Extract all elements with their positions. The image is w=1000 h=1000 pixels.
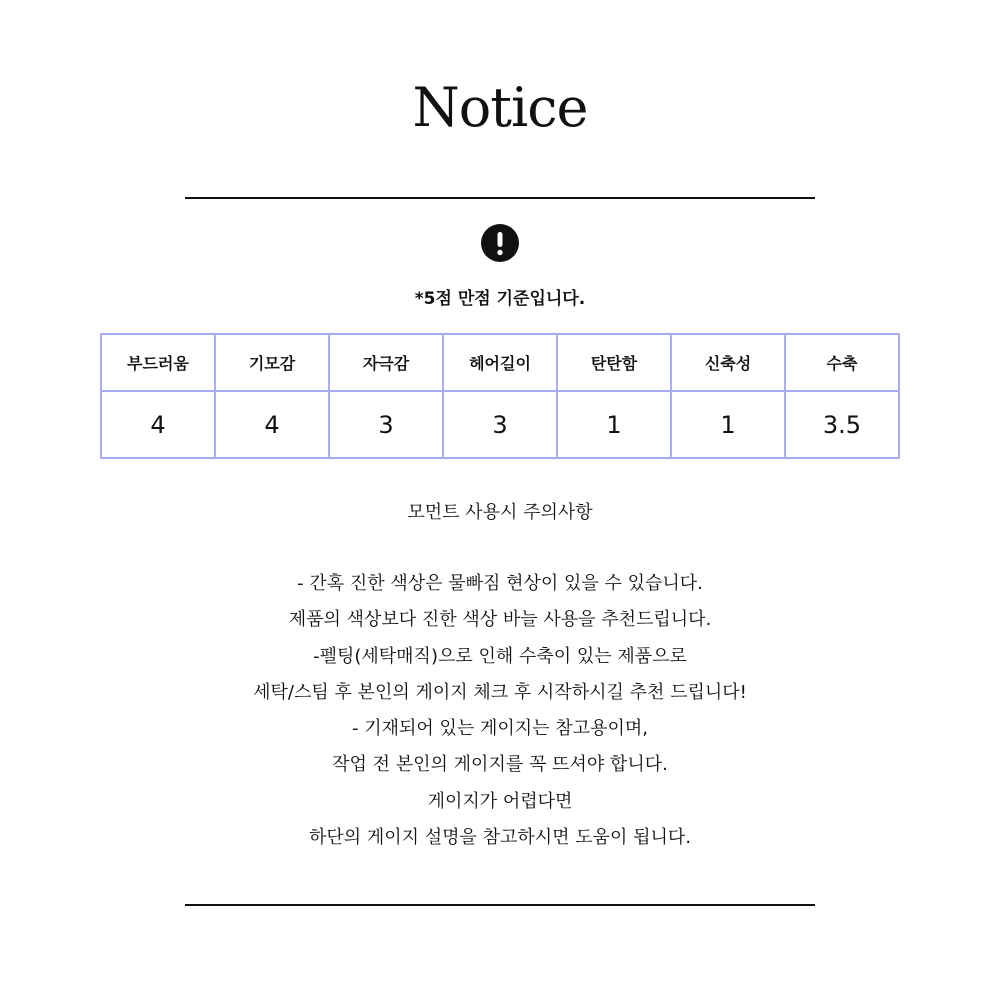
value-fuzziness: 4 bbox=[215, 391, 329, 458]
caution-line: 하단의 게이지 설명을 참고하시면 도움이 됩니다. bbox=[308, 827, 692, 849]
caution-line: 작업 전 본인의 게이지를 꼭 뜨셔야 합니다. bbox=[332, 754, 668, 776]
exclamation-circle-icon bbox=[481, 224, 519, 262]
header-softness: 부드러움 bbox=[101, 334, 215, 391]
header-shrinkage: 수축 bbox=[785, 334, 899, 391]
value-shrinkage: 3.5 bbox=[785, 391, 899, 458]
value-firmness: 1 bbox=[557, 391, 671, 458]
rating-value-row bbox=[101, 391, 899, 458]
header-fuzziness: 기모감 bbox=[215, 334, 329, 391]
rating-basis-note: *5점 만점 기준입니다. bbox=[414, 289, 586, 309]
caution-line: -펠팅(세탁매직)으로 인해 수축이 있는 제품으로 bbox=[313, 645, 687, 667]
value-hair-length: 3 bbox=[443, 391, 557, 458]
bottom-divider bbox=[185, 904, 815, 906]
header-firmness: 탄탄함 bbox=[557, 334, 671, 391]
value-irritation: 3 bbox=[329, 391, 443, 458]
header-irritation: 자극감 bbox=[329, 334, 443, 391]
caution-line: - 간혹 진한 색상은 물빠짐 현상이 있을 수 있습니다. bbox=[297, 573, 703, 594]
value-elasticity: 1 bbox=[671, 391, 785, 458]
caution-line: 제품의 색상보다 진한 색상 바늘 사용을 추천드립니다. bbox=[288, 609, 712, 631]
caution-notes bbox=[0, 570, 1000, 860]
page-title: Notice bbox=[412, 76, 588, 139]
top-divider bbox=[185, 197, 815, 199]
header-elasticity: 신축성 bbox=[671, 334, 785, 391]
caution-line: 게이지가 어렵다면 bbox=[427, 790, 573, 812]
rating-header-row bbox=[101, 334, 899, 391]
caution-title: 모먼트 사용시 주의사항 bbox=[407, 502, 593, 523]
caution-line: 세탁/스팀 후 본인의 게이지 체크 후 시작하시길 추천 드립니다! bbox=[253, 681, 747, 703]
caution-line: - 기재되어 있는 게이지는 참고용이며, bbox=[352, 718, 648, 740]
value-softness: 4 bbox=[101, 391, 215, 458]
header-hair-length: 헤어길이 bbox=[443, 334, 557, 391]
rating-table bbox=[100, 333, 900, 459]
